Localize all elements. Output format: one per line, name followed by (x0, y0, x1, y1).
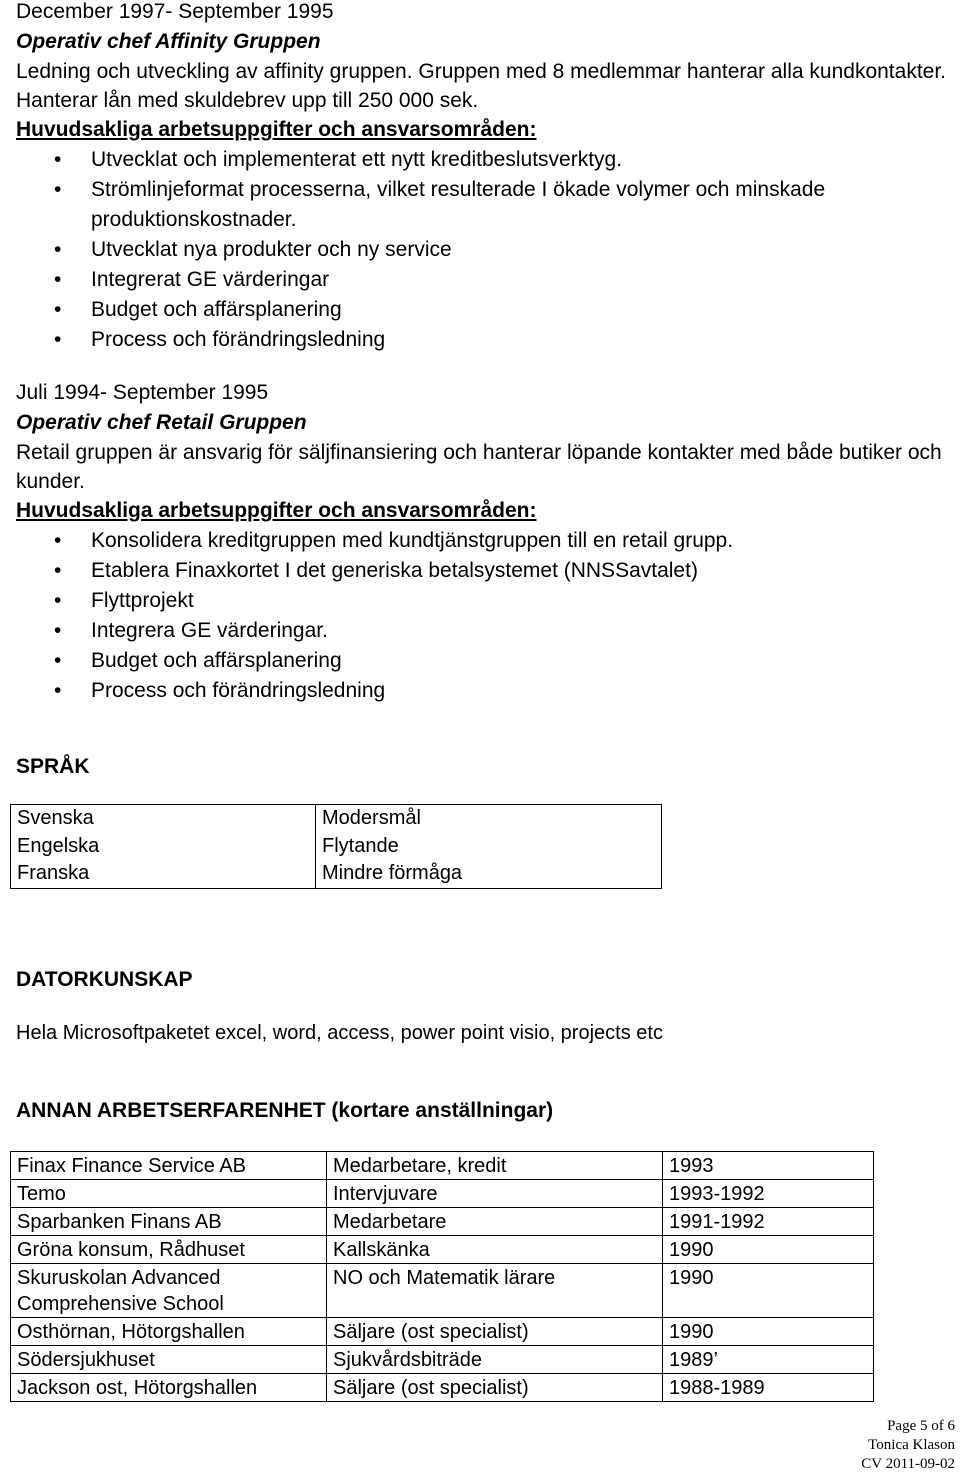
other-work-heading: ANNAN ARBETSERFARENHET (kortare anställningar) (16, 1099, 554, 1122)
table-row: Osthörnan, Hötorgshallen Säljare (ost specialist) 1990 (11, 1318, 874, 1346)
bullet-icon: • (54, 148, 62, 171)
table-row: Temo Intervjuvare 1993-1992 (11, 1180, 874, 1208)
list-item: • Konsolidera kreditgruppen med kundtjänstgruppen till en retail grupp. (16, 526, 951, 556)
table-row: Gröna konsum, Rådhuset Kallskänka 1990 (11, 1236, 874, 1264)
list-item: • Budget och affärsplanering (16, 646, 951, 676)
language-level: Mindre förmåga (322, 862, 463, 884)
language-name: Franska (17, 862, 90, 884)
job-description: Ledning och utveckling av affinity gruppen. Gruppen med 8 medlemmar hanterar alla kundkontakter. Hanterar lån med skuldebrev upp till 250 000 sek. (16, 60, 946, 112)
bullet-icon: • (54, 328, 62, 351)
list-item: • Utvecklat och implementerat ett nytt kreditbeslutsverktyg. (16, 145, 951, 175)
table-row: Finax Finance Service AB Medarbetare, kredit 1993 (11, 1152, 874, 1180)
list-item: • Process och förändringsledning (16, 676, 951, 706)
bullet-icon: • (54, 559, 62, 582)
table-row: Södersjukhuset Sjukvårdsbiträde 1989’ (11, 1346, 874, 1374)
responsibilities-heading: Huvudsakliga arbetsuppgifter och ansvarsområden: (16, 118, 537, 141)
list-item: • Etablera Finaxkortet I det generiska betalsystemet (NNSSavtalet) (16, 556, 951, 586)
list-item: • Strömlinjeformat processerna, vilket resulterade I ökade volymer och minskade produktionskostnader. (16, 175, 951, 235)
responsibilities-list (16, 526, 951, 706)
responsibilities-list (16, 145, 951, 355)
page-number: Page 5 of 6 (887, 1418, 955, 1434)
list-item: • Integrerat GE värderingar (16, 265, 951, 295)
list-item: • Utvecklat nya produkter och ny service (16, 235, 951, 265)
table-row: Skuruskolan Advanced Comprehensive School NO och Matematik lärare 1990 (11, 1264, 874, 1318)
bullet-icon: • (54, 679, 62, 702)
computer-skills-text: Hela Microsoftpaketet excel, word, access, power point visio, projects etc (16, 1022, 663, 1044)
responsibilities-heading: Huvudsakliga arbetsuppgifter och ansvarsområden: (16, 499, 537, 522)
languages-table (10, 804, 662, 889)
language-level: Flytande (322, 834, 399, 857)
language-name: Engelska (17, 834, 100, 857)
bullet-icon: • (54, 589, 62, 612)
job-description: Retail gruppen är ansvarig för säljfinansiering och hanterar löpande kontakter med både butiker och kunder. (16, 441, 942, 493)
page-footer (861, 1417, 955, 1474)
bullet-icon: • (54, 178, 62, 201)
table-row: Sparbanken Finans AB Medarbetare 1991-1992 (11, 1208, 874, 1236)
language-level: Modersmål (322, 807, 421, 829)
list-item: • Process och förändringsledning (16, 325, 951, 355)
job-affinity (16, 0, 951, 355)
bullet-icon: • (54, 529, 62, 552)
languages-heading: SPRÅK (16, 755, 90, 778)
document-id: CV 2011-09-02 (861, 1456, 955, 1472)
language-levels-cell (316, 805, 662, 889)
period-text: Juli 1994- September 1995 (16, 381, 269, 404)
bullet-icon: • (54, 619, 62, 642)
language-name: Svenska (17, 807, 94, 829)
list-item: • Flyttprojekt (16, 586, 951, 616)
language-names-cell (11, 805, 316, 889)
list-item: • Budget och affärsplanering (16, 295, 951, 325)
computer-skills-heading: DATORKUNSKAP (16, 968, 193, 991)
job-title: Operativ chef Affinity Gruppen (16, 30, 321, 53)
bullet-icon: • (54, 649, 62, 672)
table-row (11, 805, 662, 889)
author-name: Tonica Klason (868, 1437, 955, 1453)
bullet-icon: • (54, 298, 62, 321)
job-title: Operativ chef Retail Gruppen (16, 411, 307, 434)
bullet-icon: • (54, 238, 62, 261)
job-retail (16, 378, 951, 706)
table-row: Jackson ost, Hötorgshallen Säljare (ost specialist) 1988-1989 (11, 1374, 874, 1402)
other-work-table (10, 1151, 874, 1402)
bullet-icon: • (54, 268, 62, 291)
list-item: • Integrera GE värderingar. (16, 616, 951, 646)
period-text: December 1997- September 1995 (16, 0, 334, 23)
